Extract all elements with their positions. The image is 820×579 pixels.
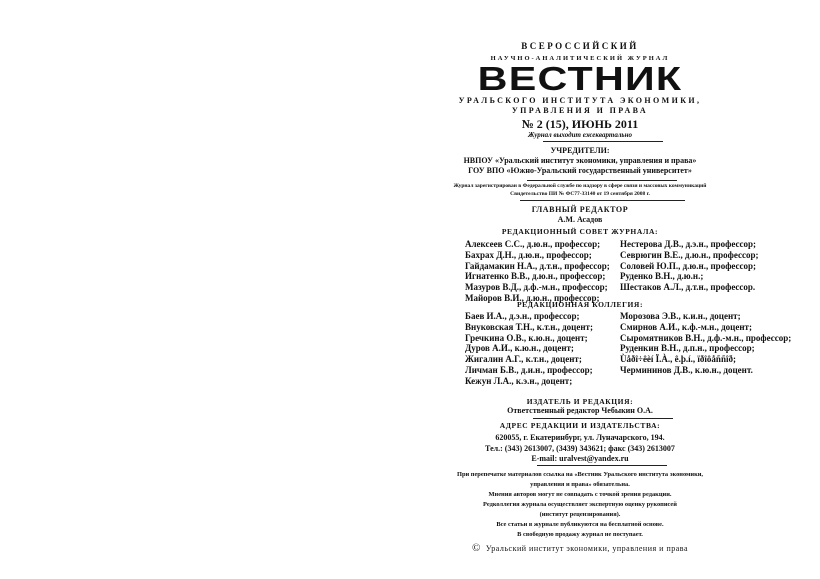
council-member: Соловей Ю.П., д.ю.н., профессор; xyxy=(620,260,757,271)
council-member: Нестерова Д.В., д.э.н., профессор; xyxy=(620,239,756,249)
council-member: Бахрах Д.Н., д.ю.н., профессор; xyxy=(465,249,592,260)
address-line: 620055, г. Екатеринбург, ул. Луначарского, 194. xyxy=(495,433,665,442)
copyright-text: Уральский институт экономики, управления и права xyxy=(485,544,689,553)
founder-1: НВПОУ «Уральский институт экономики, управления и права» xyxy=(463,156,697,165)
publication-frequency: Журнал выходит ежеквартально xyxy=(527,131,632,139)
board-member: Морозова Э.В., к.и.н., доцент; xyxy=(620,311,741,321)
divider xyxy=(527,180,677,181)
note-line: Мнения авторов могут не совпадать с точкой зрения редакции. xyxy=(488,491,672,498)
journal-logo: ВЕСТНИК xyxy=(477,60,683,97)
note-line: Редколлегия журнала осуществляет экспертную оценку рукописей xyxy=(483,501,677,508)
founder-2: ГОУ ВПО «Южно-Уральский государственный университет» xyxy=(468,166,692,175)
council-member: Майоров В.И., д.ю.н., профессор; xyxy=(465,292,600,303)
board-member: Сыромятников В.Н., д.ф.-м.н., профессор; xyxy=(620,332,792,343)
masthead-line2: НАУЧНО-АНАЛИТИЧЕСКИЙ ЖУРНАЛ xyxy=(490,55,670,62)
board-list-left xyxy=(465,311,593,387)
note-line: При перепечатке материалов ссылка на «Вестник Уральского института экономики, xyxy=(456,471,704,478)
issue-number: № 2 (15), ИЮНЬ 2011 xyxy=(521,117,639,131)
founders-heading: УЧРЕДИТЕЛИ: xyxy=(550,146,610,155)
council-member: Гайдамакин Н.А., д.т.н., профессор; xyxy=(465,260,610,271)
chief-editor-heading: ГЛАВНЫЙ РЕДАКТОР xyxy=(531,205,629,214)
council-member: Руденко В.Н., д.ю.н.; xyxy=(620,271,704,282)
board-member: Ùåðî÷êèí Ï.À., ê.þ.í., ïðîôåññîð; xyxy=(620,354,736,365)
council-heading: РЕДАКЦИОННЫЙ СОВЕТ ЖУРНАЛА: xyxy=(501,227,659,236)
copyright-line xyxy=(420,542,740,554)
board-member: Личман Б.В., д.и.н., профессор; xyxy=(465,364,593,375)
masthead-line1: ВСЕРОССИЙСКИЙ xyxy=(521,41,639,51)
council-member: Севрюгин В.Е., д.ю.н., профессор; xyxy=(620,249,759,260)
board-member: Кежун Л.А., к.э.н., доцент; xyxy=(465,375,573,386)
copyright-icon: © xyxy=(471,542,481,554)
council-list-left xyxy=(465,239,610,304)
board-member: Жигалин А.Г., к.т.н., доцент; xyxy=(465,354,582,365)
masthead-subtitle2: УПРАВЛЕНИЯ И ПРАВА xyxy=(511,106,649,115)
email-line[interactable]: E-mail: uralvest@yandex.ru xyxy=(531,454,629,463)
board-member: Смирнов А.И., к.ф.-м.н., доцент; xyxy=(620,321,752,332)
notes-block xyxy=(420,470,740,540)
board-member: Руденкин В.Н., д.п.н., профессор; xyxy=(620,343,755,354)
divider xyxy=(543,141,663,142)
registration-line1: Журнал зарегистрирован в Федеральной службе по надзору в сфере связи и массовых коммуникаций xyxy=(453,183,707,189)
council-member: Шестаков А.Л., д.т.н., профессор. xyxy=(620,282,756,293)
note-line: (институт рецензирования). xyxy=(539,511,621,518)
board-list-right xyxy=(620,311,791,376)
council-list-right xyxy=(620,239,758,293)
publisher-heading: ИЗДАТЕЛЬ И РЕДАКЦИЯ: xyxy=(526,397,634,406)
masthead-subtitle1: УРАЛЬСКОГО ИНСТИТУТА ЭКОНОМИКИ, xyxy=(458,96,702,105)
board-member: Чермининов Д.В., к.ю.н., доцент. xyxy=(620,364,753,375)
divider xyxy=(533,418,673,419)
chief-editor-name: А.М. Асадов xyxy=(557,215,603,224)
publisher-editor: Ответственный редактор Чебыкин О.А. xyxy=(507,406,653,415)
divider xyxy=(520,200,685,201)
address-heading: АДРЕС РЕДАКЦИИ И ИЗДАТЕЛЬСТВА: xyxy=(499,421,661,430)
phone-line: Тел.: (343) 2613007, (3439) 343621; факс (343) 2613007 xyxy=(485,444,675,453)
registration-line2: Свидетельство ПИ № ФС77-33140 от 19 сентября 2008 г. xyxy=(510,191,650,197)
council-member: Мазуров В.Д., д.ф.-м.н., профессор; xyxy=(465,282,608,293)
board-heading: РЕДАКЦИОННАЯ КОЛЛЕГИЯ: xyxy=(516,300,644,309)
note-line: В свободную продажу журнал не поступает. xyxy=(517,531,643,538)
board-member: Внуковская Т.Н., к.т.н., доцент; xyxy=(465,321,593,332)
board-member: Баев И.А., д.э.н., профессор; xyxy=(465,311,580,321)
council-member: Игнатенко В.В., д.ю.н., профессор; xyxy=(465,271,606,282)
board-member: Гречкина О.В., к.ю.н., доцент; xyxy=(465,332,588,343)
council-member: Алексеев С.С., д.ю.н., профессор; xyxy=(465,239,601,249)
note-line: Все статьи в журнале публикуются на бесплатной основе. xyxy=(496,521,664,528)
board-member: Дуров А.И., к.ю.н., доцент; xyxy=(465,343,574,354)
note-line: управления и права» обязательна. xyxy=(530,481,630,488)
divider xyxy=(537,465,667,466)
